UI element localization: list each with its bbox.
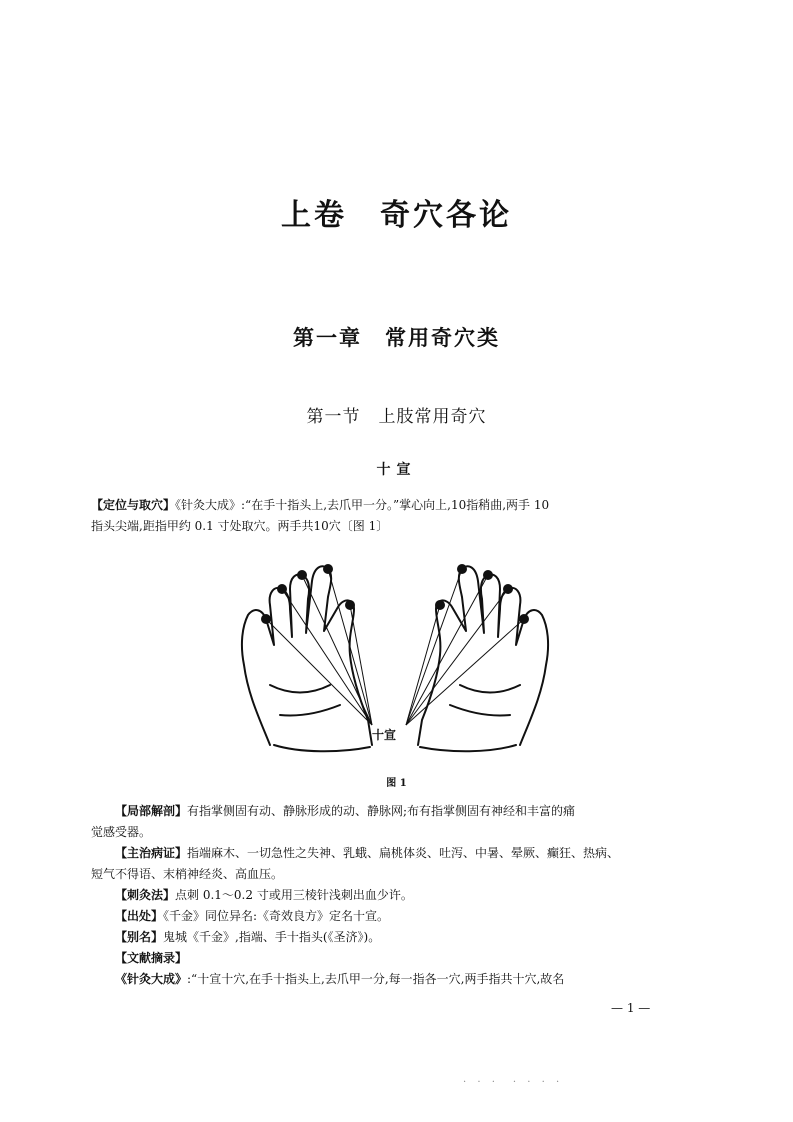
literature-label: 【文献摘录】 — [115, 951, 188, 965]
anatomy-paragraph — [91, 801, 691, 843]
figure-caption: 图 1 — [386, 778, 407, 789]
indications-line1: 指端麻木、一切急性之失神、乳蛾、扁桃体炎、吐泻、中暑、晕厥、癫狂、热病、 — [187, 846, 620, 860]
quote-source: 《针灸大成》 — [115, 972, 188, 986]
indications-line2: 短气不得语、末梢神经炎、高血压。 — [91, 867, 284, 881]
indications-label: 【主治病证】 — [115, 846, 188, 860]
source-label: 【出处】 — [115, 909, 164, 923]
alias-label: 【别名】 — [115, 930, 164, 944]
page-number: — 1 — — [611, 1001, 651, 1015]
anatomy-line1: 有指掌侧固有动、静脉形成的动、静脉网;布有指掌侧固有神经和丰富的痛 — [187, 804, 576, 818]
alias-text: 鬼城《千金》,指端、手十指头(《圣济》)。 — [163, 930, 381, 944]
indications-paragraph — [91, 843, 691, 885]
left-wrist-line — [274, 745, 370, 751]
anatomy-label: 【局部解剖】 — [115, 804, 188, 818]
locate-line2: 指头尖端,距指甲约 0.1 寸处取穴。两手共10穴〔图 1〕 — [91, 519, 389, 533]
locate-label: 【定位与取穴】 — [91, 498, 176, 512]
quote-line — [115, 969, 715, 990]
quote-text: :“十宣十穴,在手十指头上,去爪甲一分,每一指各一穴,两手指共十穴,故名 — [187, 972, 565, 986]
volume-title: 上卷 奇穴各论 — [281, 198, 512, 233]
right-wrist-line — [420, 745, 516, 751]
method-line — [115, 885, 715, 906]
chapter-title: 第一章 常用奇穴类 — [293, 325, 500, 350]
acupoint-title: 十宣 — [376, 462, 417, 478]
locate-paragraph — [91, 495, 691, 537]
anatomy-line2: 觉感受器。 — [91, 825, 152, 839]
locate-line1: 《针灸大成》:“在手十指头上,去爪甲一分。”掌心向上,10指稍曲,两手 10 — [175, 498, 550, 512]
footer-dots: . . . . . . . — [463, 1074, 564, 1085]
method-label: 【刺灸法】 — [115, 888, 176, 902]
alias-line — [115, 927, 715, 948]
section-title: 第一节 上肢常用奇穴 — [306, 407, 487, 427]
method-text: 点刺 0.1～0.2 寸或用三棱针浅刺出血少许。 — [175, 888, 413, 902]
source-text: 《千金》同位异名:《奇效良方》定名十宣。 — [163, 909, 390, 923]
figure-point-label: 十宣 — [372, 728, 397, 742]
literature-line — [115, 948, 715, 969]
source-line — [115, 906, 715, 927]
